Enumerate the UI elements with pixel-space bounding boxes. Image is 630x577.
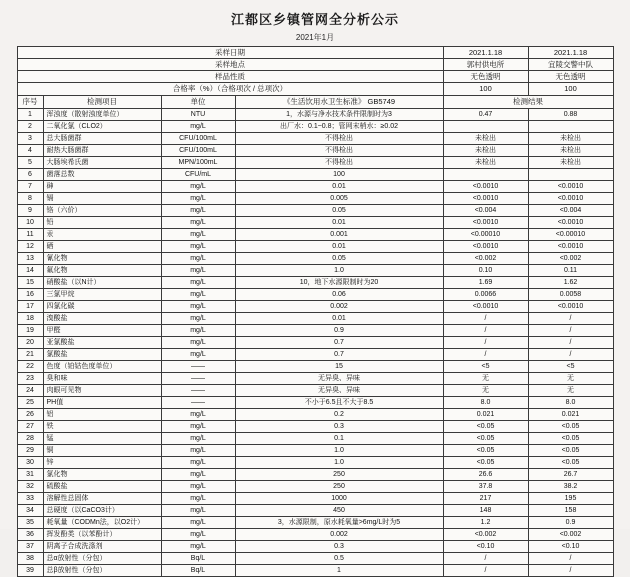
cell-no: 32 — [17, 481, 43, 493]
cell-standard: 0.01 — [235, 217, 443, 229]
cell-result-1: 未检出 — [443, 157, 528, 169]
table-row — [17, 325, 613, 337]
cell-item: 氯化物 — [43, 469, 161, 481]
cell-no: 28 — [17, 433, 43, 445]
meta-value-0-0: 2021.1.18 — [443, 47, 528, 59]
cell-item: 溴酸盐 — [43, 313, 161, 325]
cell-item: 菌落总数 — [43, 169, 161, 181]
table-row — [17, 457, 613, 469]
cell-result-2: <0.0010 — [528, 301, 613, 313]
cell-unit: mg/L — [161, 505, 235, 517]
cell-result-2: 0.88 — [528, 109, 613, 121]
cell-item: 浑浊度（散射浊度单位） — [43, 109, 161, 121]
cell-item: 硫酸盐 — [43, 481, 161, 493]
meta-value-0-1: 2021.1.18 — [528, 47, 613, 59]
cell-result-1: 0.021 — [443, 409, 528, 421]
cell-standard: 250 — [235, 469, 443, 481]
cell-no: 15 — [17, 277, 43, 289]
cell-item: 挥发酚类（以苯酚计） — [43, 529, 161, 541]
cell-item: 氯酸盐 — [43, 349, 161, 361]
cell-result-2: 26.7 — [528, 469, 613, 481]
cell-item: 阴离子合成洗涤剂 — [43, 541, 161, 553]
table-row — [17, 313, 613, 325]
cell-result-1: <0.05 — [443, 457, 528, 469]
meta-label-1: 采样地点 — [17, 59, 443, 71]
cell-result-1: <0.0010 — [443, 217, 528, 229]
cell-result-2: <0.05 — [528, 445, 613, 457]
cell-item: 硝酸盐（以N计） — [43, 277, 161, 289]
table-row — [17, 157, 613, 169]
page-title: 江都区乡镇管网全分析公示 — [230, 12, 399, 27]
cell-result-1: <0.0010 — [443, 193, 528, 205]
cell-result-2: <5 — [528, 361, 613, 373]
cell-no: 27 — [17, 421, 43, 433]
cell-no: 34 — [17, 505, 43, 517]
cell-unit: mg/L — [161, 265, 235, 277]
cell-result-1: <0.05 — [443, 433, 528, 445]
cell-unit: mg/L — [161, 205, 235, 217]
table-row — [17, 181, 613, 193]
cell-no: 33 — [17, 493, 43, 505]
cell-result-2: / — [528, 337, 613, 349]
cell-result-1: <0.0010 — [443, 181, 528, 193]
table-row — [17, 205, 613, 217]
cell-item: 铁 — [43, 421, 161, 433]
cell-result-2: / — [528, 349, 613, 361]
cell-result-2: <0.002 — [528, 253, 613, 265]
cell-item: 二氧化氯（CLO2） — [43, 121, 161, 133]
cell-unit: —— — [161, 373, 235, 385]
cell-unit: mg/L — [161, 325, 235, 337]
cell-standard: 无异臭、异味 — [235, 373, 443, 385]
cell-unit: mg/L — [161, 241, 235, 253]
table-row — [17, 133, 613, 145]
cell-result-1: 无 — [443, 385, 528, 397]
cell-no: 29 — [17, 445, 43, 457]
cell-result-2 — [528, 121, 613, 133]
cell-item: 总大肠菌群 — [43, 133, 161, 145]
cell-no: 38 — [17, 553, 43, 565]
cell-result-1: <0.002 — [443, 529, 528, 541]
table-row — [17, 541, 613, 553]
table-row — [17, 289, 613, 301]
cell-result-1: <0.00010 — [443, 229, 528, 241]
cell-item: 溶解性总固体 — [43, 493, 161, 505]
cell-no: 9 — [17, 205, 43, 217]
cell-standard: 不得检出 — [235, 133, 443, 145]
table-row — [17, 397, 613, 409]
cell-result-2: <0.10 — [528, 541, 613, 553]
cell-result-1: 未检出 — [443, 133, 528, 145]
cell-item: 锰 — [43, 433, 161, 445]
cell-unit: mg/L — [161, 121, 235, 133]
cell-result-1: <0.05 — [443, 421, 528, 433]
cell-no: 2 — [17, 121, 43, 133]
meta-value-2-1: 无色透明 — [528, 71, 613, 83]
cell-standard: 3，水源限制，原水耗氧量>6mg/L时为5 — [235, 517, 443, 529]
cell-no: 17 — [17, 301, 43, 313]
cell-result-2: 0.0058 — [528, 289, 613, 301]
table-row-sample-property — [17, 71, 613, 83]
cell-result-2: 无 — [528, 385, 613, 397]
cell-result-1: / — [443, 553, 528, 565]
cell-no: 11 — [17, 229, 43, 241]
cell-result-2: <0.05 — [528, 421, 613, 433]
cell-item: 甲醛 — [43, 325, 161, 337]
cell-result-1: <0.05 — [443, 445, 528, 457]
cell-result-2: / — [528, 313, 613, 325]
table-row — [17, 409, 613, 421]
cell-result-1: 217 — [443, 493, 528, 505]
cell-item: 总α放射性（分包） — [43, 553, 161, 565]
cell-standard: 0.3 — [235, 421, 443, 433]
cell-unit: CFU/mL — [161, 169, 235, 181]
cell-standard: 0.002 — [235, 529, 443, 541]
cell-standard: 250 — [235, 481, 443, 493]
table-header-row — [17, 96, 613, 109]
cell-result-2: 195 — [528, 493, 613, 505]
cell-unit: mg/L — [161, 277, 235, 289]
cell-result-2: / — [528, 553, 613, 565]
table-row — [17, 337, 613, 349]
table-row — [17, 277, 613, 289]
cell-unit: mg/L — [161, 349, 235, 361]
table-row — [17, 445, 613, 457]
column-header-result: 检测结果 — [443, 96, 613, 109]
cell-standard: 0.01 — [235, 241, 443, 253]
cell-no: 16 — [17, 289, 43, 301]
cell-standard: 1.0 — [235, 265, 443, 277]
cell-item: 耐热大肠菌群 — [43, 145, 161, 157]
cell-no: 20 — [17, 337, 43, 349]
cell-result-1: 1.2 — [443, 517, 528, 529]
table-row — [17, 229, 613, 241]
cell-item: 耗氧量（CODMn法，以O2计） — [43, 517, 161, 529]
cell-result-2: <0.002 — [528, 529, 613, 541]
cell-unit: —— — [161, 361, 235, 373]
cell-no: 5 — [17, 157, 43, 169]
cell-result-2: <0.004 — [528, 205, 613, 217]
cell-no: 19 — [17, 325, 43, 337]
table-row — [17, 121, 613, 133]
cell-result-1: <0.004 — [443, 205, 528, 217]
cell-standard: 450 — [235, 505, 443, 517]
cell-item: 氰化物 — [43, 253, 161, 265]
cell-standard: 0.7 — [235, 337, 443, 349]
cell-standard: 0.3 — [235, 541, 443, 553]
cell-item: 铅 — [43, 217, 161, 229]
cell-item: 臭和味 — [43, 373, 161, 385]
cell-standard: 0.9 — [235, 325, 443, 337]
cell-item: 铬（六价） — [43, 205, 161, 217]
meta-value-1-1: 宜陵交警中队 — [528, 59, 613, 71]
cell-standard: 1.0 — [235, 457, 443, 469]
cell-no: 14 — [17, 265, 43, 277]
table-row-sampling-location — [17, 59, 613, 71]
table-row — [17, 253, 613, 265]
cell-item: 三氯甲烷 — [43, 289, 161, 301]
pass-rate-value-0: 100 — [443, 83, 528, 96]
table-row — [17, 373, 613, 385]
cell-result-1: <0.0010 — [443, 301, 528, 313]
table-row — [17, 553, 613, 565]
cell-result-1: 0.0066 — [443, 289, 528, 301]
cell-result-2: 未检出 — [528, 157, 613, 169]
cell-no: 18 — [17, 313, 43, 325]
cell-result-1: <0.10 — [443, 541, 528, 553]
table-row — [17, 385, 613, 397]
pass-rate-label: 合格率（%）（合格项次 / 总项次） — [17, 83, 443, 96]
cell-unit: Bq/L — [161, 565, 235, 577]
cell-no: 7 — [17, 181, 43, 193]
cell-standard: 出厂水：0.1~0.8；管网末梢水：≥0.02 — [235, 121, 443, 133]
cell-unit: mg/L — [161, 217, 235, 229]
cell-standard: 0.5 — [235, 553, 443, 565]
cell-result-2: 0.9 — [528, 517, 613, 529]
cell-standard: 不得检出 — [235, 145, 443, 157]
table-row — [17, 433, 613, 445]
cell-standard: 1.0 — [235, 445, 443, 457]
table-row-pass-rate — [17, 83, 613, 96]
cell-no: 24 — [17, 385, 43, 397]
cell-unit: mg/L — [161, 421, 235, 433]
cell-unit: mg/L — [161, 181, 235, 193]
cell-unit: mg/L — [161, 517, 235, 529]
cell-unit: mg/L — [161, 253, 235, 265]
cell-standard: 1000 — [235, 493, 443, 505]
cell-no: 26 — [17, 409, 43, 421]
table-body — [17, 47, 613, 577]
table-row — [17, 421, 613, 433]
cell-result-2: <0.00010 — [528, 229, 613, 241]
cell-no: 10 — [17, 217, 43, 229]
table-row — [17, 193, 613, 205]
cell-result-2: <0.0010 — [528, 241, 613, 253]
column-header-standard: 《生活饮用水卫生标准》 GB5749 — [235, 96, 443, 109]
column-header-item: 检测项目 — [43, 96, 161, 109]
cell-standard: 0.05 — [235, 205, 443, 217]
cell-standard: 0.1 — [235, 433, 443, 445]
cell-no: 12 — [17, 241, 43, 253]
cell-result-2: <0.0010 — [528, 181, 613, 193]
table-row — [17, 241, 613, 253]
cell-unit: Bq/L — [161, 553, 235, 565]
cell-result-2: <0.0010 — [528, 193, 613, 205]
cell-unit: mg/L — [161, 469, 235, 481]
cell-item: 总β放射性（分包） — [43, 565, 161, 577]
cell-result-1: 无 — [443, 373, 528, 385]
page-subtitle: 2021年1月 — [295, 33, 335, 42]
cell-item: 铜 — [43, 445, 161, 457]
meta-label-0: 采样日期 — [17, 47, 443, 59]
cell-item: 铝 — [43, 409, 161, 421]
cell-result-1: / — [443, 565, 528, 577]
cell-result-1: <5 — [443, 361, 528, 373]
cell-no: 35 — [17, 517, 43, 529]
cell-item: 汞 — [43, 229, 161, 241]
cell-standard: 15 — [235, 361, 443, 373]
cell-result-2: 158 — [528, 505, 613, 517]
cell-unit: NTU — [161, 109, 235, 121]
cell-standard: 不得检出 — [235, 157, 443, 169]
cell-result-1: <0.0010 — [443, 241, 528, 253]
cell-result-1: 26.6 — [443, 469, 528, 481]
cell-result-1: 0.47 — [443, 109, 528, 121]
cell-result-2: / — [528, 325, 613, 337]
cell-item: 氟化物 — [43, 265, 161, 277]
cell-item: 大肠埃希氏菌 — [43, 157, 161, 169]
cell-result-2: / — [528, 565, 613, 577]
cell-unit: mg/L — [161, 289, 235, 301]
cell-result-2: 0.11 — [528, 265, 613, 277]
cell-no: 4 — [17, 145, 43, 157]
cell-result-2: 38.2 — [528, 481, 613, 493]
analysis-table — [17, 46, 614, 577]
table-row — [17, 145, 613, 157]
table-row-sampling-date — [17, 47, 613, 59]
cell-standard: 0.2 — [235, 409, 443, 421]
cell-no: 37 — [17, 541, 43, 553]
cell-standard: 0.01 — [235, 181, 443, 193]
cell-result-2: <0.0010 — [528, 217, 613, 229]
cell-unit: mg/L — [161, 193, 235, 205]
cell-standard: 0.06 — [235, 289, 443, 301]
cell-standard: 10，地下水源限制时为20 — [235, 277, 443, 289]
cell-item: 色度（铂钴色度单位） — [43, 361, 161, 373]
cell-unit: —— — [161, 385, 235, 397]
table-row — [17, 505, 613, 517]
cell-unit: CFU/100mL — [161, 133, 235, 145]
column-header-no: 序号 — [17, 96, 43, 109]
cell-unit: mg/L — [161, 493, 235, 505]
cell-unit: mg/L — [161, 445, 235, 457]
cell-unit: mg/L — [161, 409, 235, 421]
table-row — [17, 301, 613, 313]
table-row — [17, 481, 613, 493]
cell-result-1: 148 — [443, 505, 528, 517]
cell-standard: 0.05 — [235, 253, 443, 265]
cell-item: PH值 — [43, 397, 161, 409]
cell-standard: 无异臭、异味 — [235, 385, 443, 397]
cell-unit: mg/L — [161, 481, 235, 493]
column-header-unit: 单位 — [161, 96, 235, 109]
cell-unit: MPN/100mL — [161, 157, 235, 169]
cell-no: 22 — [17, 361, 43, 373]
cell-result-2: 无 — [528, 373, 613, 385]
cell-result-2: 0.021 — [528, 409, 613, 421]
cell-unit: mg/L — [161, 541, 235, 553]
cell-item: 锌 — [43, 457, 161, 469]
cell-standard: 100 — [235, 169, 443, 181]
table-row — [17, 529, 613, 541]
cell-no: 1 — [17, 109, 43, 121]
cell-standard: 1 — [235, 565, 443, 577]
pass-rate-value-1: 100 — [528, 83, 613, 96]
cell-item: 砷 — [43, 181, 161, 193]
cell-no: 36 — [17, 529, 43, 541]
table-row — [17, 169, 613, 181]
cell-result-2: 未检出 — [528, 145, 613, 157]
cell-standard: 1，水源与净水技术条件限制时为3 — [235, 109, 443, 121]
cell-no: 39 — [17, 565, 43, 577]
meta-label-2: 样品性质 — [17, 71, 443, 83]
table-row — [17, 349, 613, 361]
table-row — [17, 565, 613, 577]
cell-item: 镉 — [43, 193, 161, 205]
cell-no: 8 — [17, 193, 43, 205]
cell-unit: mg/L — [161, 433, 235, 445]
cell-result-2: 1.62 — [528, 277, 613, 289]
cell-standard: 不小于6.5且不大于8.5 — [235, 397, 443, 409]
cell-result-1: 1.69 — [443, 277, 528, 289]
cell-result-1: <0.002 — [443, 253, 528, 265]
cell-item: 肉眼可见物 — [43, 385, 161, 397]
cell-item: 亚氯酸盐 — [43, 337, 161, 349]
meta-value-1-0: 郭村供电所 — [443, 59, 528, 71]
cell-item: 总硬度（以CaCO3计） — [43, 505, 161, 517]
cell-standard: 0.002 — [235, 301, 443, 313]
cell-result-1: / — [443, 313, 528, 325]
cell-standard: 0.7 — [235, 349, 443, 361]
cell-result-2: 8.0 — [528, 397, 613, 409]
cell-item: 硒 — [43, 241, 161, 253]
cell-no: 25 — [17, 397, 43, 409]
cell-result-1 — [443, 169, 528, 181]
cell-standard: 0.01 — [235, 313, 443, 325]
cell-no: 30 — [17, 457, 43, 469]
cell-item: 四氯化碳 — [43, 301, 161, 313]
cell-result-1 — [443, 121, 528, 133]
meta-value-2-0: 无色透明 — [443, 71, 528, 83]
cell-unit: mg/L — [161, 229, 235, 241]
cell-no: 6 — [17, 169, 43, 181]
cell-no: 3 — [17, 133, 43, 145]
cell-no: 31 — [17, 469, 43, 481]
table-row — [17, 493, 613, 505]
cell-no: 23 — [17, 373, 43, 385]
cell-no: 13 — [17, 253, 43, 265]
cell-result-2: <0.05 — [528, 433, 613, 445]
cell-result-2: <0.05 — [528, 457, 613, 469]
cell-unit: —— — [161, 397, 235, 409]
table-row — [17, 217, 613, 229]
cell-unit: mg/L — [161, 301, 235, 313]
cell-result-2 — [528, 169, 613, 181]
cell-result-1: 8.0 — [443, 397, 528, 409]
cell-result-1: 37.8 — [443, 481, 528, 493]
cell-result-1: 0.10 — [443, 265, 528, 277]
table-row — [17, 517, 613, 529]
cell-result-2: 未检出 — [528, 133, 613, 145]
table-row — [17, 361, 613, 373]
table-row — [17, 469, 613, 481]
cell-standard: 0.005 — [235, 193, 443, 205]
cell-result-1: / — [443, 349, 528, 361]
cell-unit: CFU/100mL — [161, 145, 235, 157]
table-row — [17, 109, 613, 121]
cell-unit: mg/L — [161, 457, 235, 469]
cell-result-1: 未检出 — [443, 145, 528, 157]
cell-no: 21 — [17, 349, 43, 361]
cell-unit: mg/L — [161, 313, 235, 325]
cell-result-1: / — [443, 337, 528, 349]
cell-standard: 0.001 — [235, 229, 443, 241]
cell-unit: mg/L — [161, 529, 235, 541]
cell-unit: mg/L — [161, 337, 235, 349]
table-row — [17, 265, 613, 277]
cell-result-1: / — [443, 325, 528, 337]
